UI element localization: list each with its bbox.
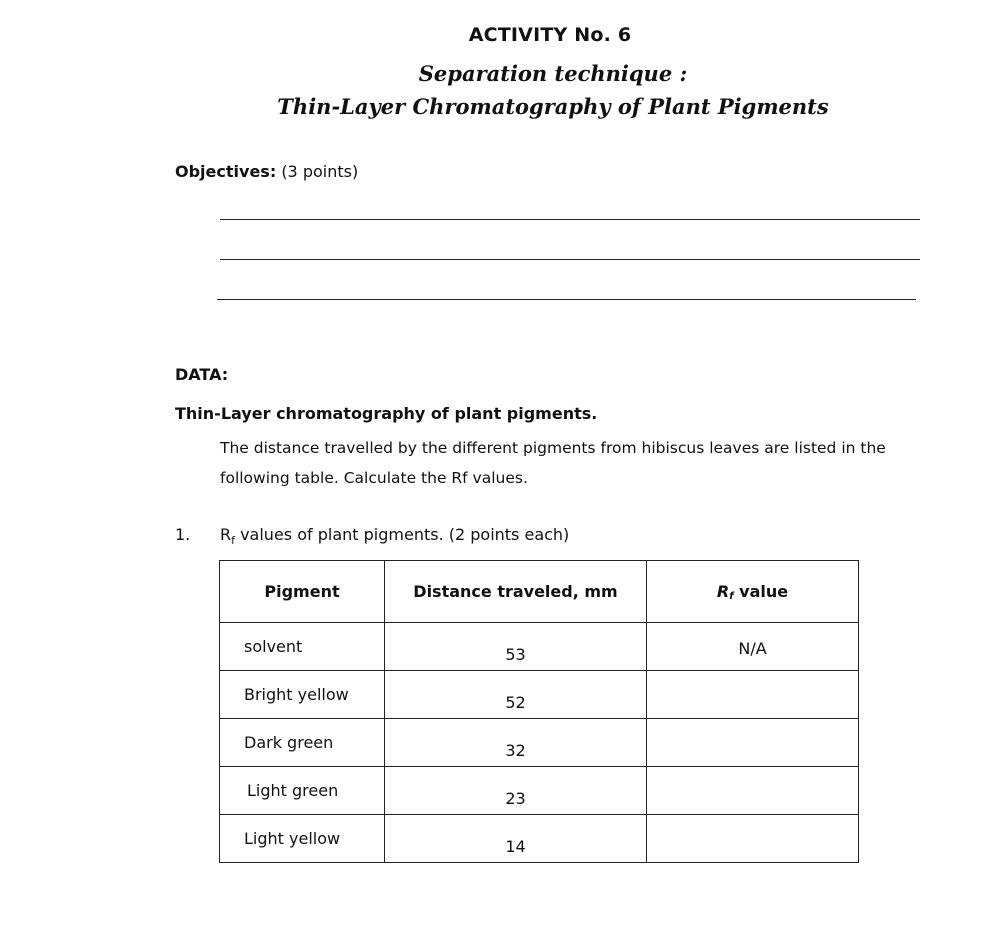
rf-value bbox=[647, 767, 858, 783]
rf-cell[interactable] bbox=[647, 671, 859, 719]
rf-cell[interactable] bbox=[647, 623, 859, 671]
pigment-name: Light yellow bbox=[244, 829, 341, 848]
distance-cell bbox=[385, 671, 647, 719]
objectives-label: Objectives: bbox=[175, 162, 277, 181]
question-number: 1. bbox=[175, 525, 191, 544]
header-pigment: Pigment bbox=[220, 561, 385, 623]
rf-cell[interactable] bbox=[647, 815, 859, 863]
subtitle-tlc-plant-pigments: Thin-Layer Chromatography of Plant Pigments bbox=[277, 94, 829, 119]
rf-subscript: f bbox=[231, 534, 235, 547]
instructions-paragraph: The distance travelled by the different pigments from hibiscus leaves are listed in the following table. Calculate the Rf values. bbox=[220, 439, 886, 487]
header-rf-value bbox=[647, 561, 859, 623]
rf-value bbox=[647, 815, 858, 831]
objectives-answer-line[interactable] bbox=[220, 259, 920, 260]
distance-value: 14 bbox=[505, 837, 526, 856]
distance-value: 32 bbox=[505, 741, 526, 760]
rf-value: N/A bbox=[738, 639, 767, 658]
activity-title: ACTIVITY No. 6 bbox=[468, 24, 632, 46]
objectives-points: (3 points) bbox=[281, 162, 359, 181]
header-rf-text: value bbox=[733, 582, 789, 601]
objectives-answer-line[interactable] bbox=[220, 219, 920, 220]
question-caption bbox=[220, 525, 570, 547]
data-heading: DATA: bbox=[175, 365, 229, 384]
rf-cell[interactable] bbox=[647, 767, 859, 815]
tlc-subheading: Thin-Layer chromatography of plant pigments. bbox=[175, 404, 598, 423]
objectives-heading bbox=[175, 162, 358, 181]
rf-cell[interactable] bbox=[647, 719, 859, 767]
distance-cell bbox=[385, 719, 647, 767]
pigment-cell bbox=[220, 671, 385, 719]
header-rf-symbol: R bbox=[716, 582, 730, 601]
table-header-row bbox=[220, 561, 859, 623]
rf-value bbox=[647, 671, 858, 687]
pigment-name: Light green bbox=[247, 781, 339, 800]
table-row bbox=[220, 671, 859, 719]
distance-cell bbox=[385, 623, 647, 671]
rf-symbol: R bbox=[220, 525, 232, 544]
table-row bbox=[220, 623, 859, 671]
pigment-cell bbox=[220, 719, 385, 767]
pigment-cell bbox=[220, 623, 385, 671]
header-distance: Distance traveled, mm bbox=[385, 561, 647, 623]
header-rf-subscript: f bbox=[729, 591, 734, 602]
subtitle-separation-technique: Separation technique : bbox=[418, 61, 688, 86]
table-row bbox=[220, 815, 859, 863]
distance-value: 23 bbox=[505, 789, 526, 808]
pigment-name: Dark green bbox=[244, 733, 334, 752]
distance-cell bbox=[385, 767, 647, 815]
table-row bbox=[220, 767, 859, 815]
pigment-name: solvent bbox=[244, 637, 303, 656]
distance-value: 52 bbox=[505, 693, 526, 712]
caption-text: values of plant pigments. (2 points each) bbox=[235, 525, 570, 544]
pigment-cell bbox=[220, 815, 385, 863]
rf-value bbox=[647, 719, 858, 735]
pigment-name: Bright yellow bbox=[244, 685, 349, 704]
objectives-answer-line[interactable] bbox=[217, 299, 916, 300]
table-row bbox=[220, 719, 859, 767]
distance-cell bbox=[385, 815, 647, 863]
distance-value: 53 bbox=[505, 645, 526, 664]
pigment-cell bbox=[220, 767, 385, 815]
rf-values-table bbox=[219, 560, 859, 863]
